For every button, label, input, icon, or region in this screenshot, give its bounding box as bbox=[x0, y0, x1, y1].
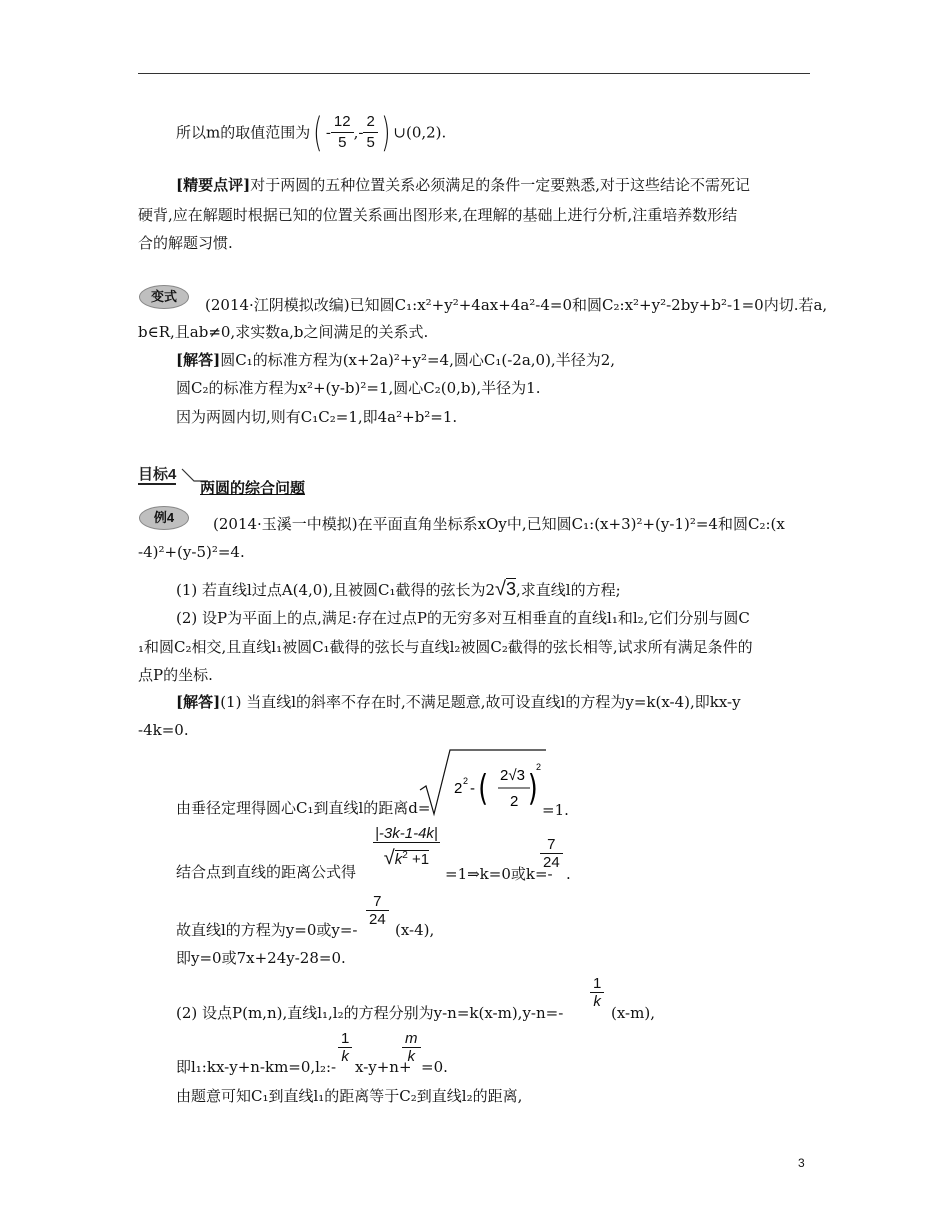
distance-fraction: |-3k-1-4k| $√k^2 +1$ bbox=[375, 825, 438, 869]
p2b-tail: =0. bbox=[421, 1058, 448, 1076]
comment-line: 硬背,应在解题时根据已知的位置关系画出图形来,在理解的基础上进行分析,注重培养数形结 bbox=[138, 206, 738, 224]
line-eq-tail: (x-4), bbox=[395, 921, 435, 939]
fraction: $\frac{7}{24}$ bbox=[540, 836, 563, 871]
variant-badge: 变式 bbox=[139, 285, 189, 309]
fraction: $\frac{1}{k}$ bbox=[338, 1030, 352, 1065]
svg-text:2: 2 bbox=[463, 776, 469, 786]
section-title: 两圆的综合问题 bbox=[200, 479, 306, 497]
sqrt-expression bbox=[418, 748, 548, 818]
question-line: ₁和圆C₂相交,且直线l₁被圆C₁截得的弦长与直线l₂被圆C₂截得的弦长相等,试求所有满足条件的 bbox=[138, 638, 753, 656]
fraction: $\frac{7}{24}$ bbox=[366, 893, 389, 928]
svg-text:-: - bbox=[470, 780, 475, 797]
line-eq: 故直线l的方程为y=0或y=- bbox=[176, 921, 358, 939]
p2-line: (2) 设点P(m,n),直线l₁,l₂的方程分别为y-n=k(x-m),y-n=- bbox=[176, 1004, 564, 1022]
question-line: (1) 若直线l过点A(4,0),且被圆C₁截得的弦长为2√3,求直线l的方程; bbox=[176, 578, 621, 600]
header-rule bbox=[138, 73, 810, 74]
period: . bbox=[566, 865, 571, 883]
variant-line: (2014·江阴模拟改编)已知圆C₁:x²+y²+4ax+4a²-4=0和圆C₂:x²+y²-2by+b²-1=0内切.若a, bbox=[205, 296, 828, 314]
distance-line: 由垂径定理得圆心C₁到直线l的距离d= bbox=[176, 799, 431, 817]
range-line: 所以m的取值范围为( - $\frac{12}{5}$ ,- $\frac{2}{5}$ ) ∪(0,2). bbox=[176, 109, 447, 156]
fraction: $\frac{m}{k}$ bbox=[402, 1030, 421, 1065]
distance-result: =1. bbox=[542, 801, 569, 819]
variant-line: b∈R,且ab≠0,求实数a,b之间满足的关系式. bbox=[138, 323, 429, 341]
comment-line: [精要点评]对于两圆的五种位置关系必须满足的条件一定要熟悉,对于这些结论不需死记 bbox=[176, 176, 750, 194]
question-line: 点P的坐标. bbox=[138, 666, 213, 684]
p2b-mid: x-y+n+ bbox=[355, 1058, 412, 1076]
range-text: 所以m的取值范围为 bbox=[176, 123, 311, 142]
answer-line: 圆C₂的标准方程为x²+(y-b)²=1,圆心C₂(0,b),半径为1. bbox=[176, 379, 541, 397]
line-eq2: 即y=0或7x+24y-28=0. bbox=[176, 949, 346, 967]
answer-line: [解答]圆C₁的标准方程为(x+2a)²+y²=4,圆心C₁(-2a,0),半径为2, bbox=[176, 351, 616, 369]
comment-line: 合的解题习惯. bbox=[138, 234, 233, 252]
answer-line: [解答](1) 当直线l的斜率不存在时,不满足题意,故可设直线l的方程为y=k(x-4),即kx-y bbox=[176, 693, 741, 711]
svg-text:2: 2 bbox=[510, 793, 519, 810]
question-line: (2) 设P为平面上的点,满足:存在过点P的无穷多对互相垂直的直线l₁和l₂,它们分别与圆C bbox=[176, 609, 750, 627]
example-line: -4)²+(y-5)²=4. bbox=[138, 543, 245, 561]
formula-line: 结合点到直线的距离公式得 bbox=[176, 863, 357, 881]
p2b-line: 即l₁:kx-y+n-km=0,l₂:- bbox=[176, 1058, 337, 1076]
svg-text:(: ( bbox=[478, 767, 489, 810]
svg-text:2: 2 bbox=[454, 780, 463, 797]
last-line: 由题意可知C₁到直线l₁的距离等于C₂到直线l₂的距离, bbox=[176, 1087, 523, 1105]
fraction: $\frac{2}{5}$ bbox=[363, 112, 377, 153]
answer-line: 因为两圆内切,则有C₁C₂=1,即4a²+b²=1. bbox=[176, 408, 458, 426]
formula-result: =1⇒k=0或k=- bbox=[445, 865, 553, 883]
svg-text:): ) bbox=[527, 767, 538, 810]
answer-line: -4k=0. bbox=[138, 721, 189, 739]
example-line: (2014·玉溪一中模拟)在平面直角坐标系xOy中,已知圆C₁:(x+3)²+(y-1)²=4和圆C₂:(x bbox=[213, 515, 785, 533]
svg-text:2√3: 2√3 bbox=[500, 767, 525, 784]
example-badge: 例4 bbox=[139, 506, 189, 530]
fraction: $\frac{12}{5}$ bbox=[331, 112, 354, 153]
goal-badge: 目标4 bbox=[138, 463, 176, 484]
fraction: $\frac{1}{k}$ bbox=[590, 975, 604, 1010]
page-number: 3 bbox=[798, 1156, 805, 1170]
p2-tail: (x-m), bbox=[611, 1004, 655, 1022]
svg-text:2: 2 bbox=[536, 762, 542, 772]
